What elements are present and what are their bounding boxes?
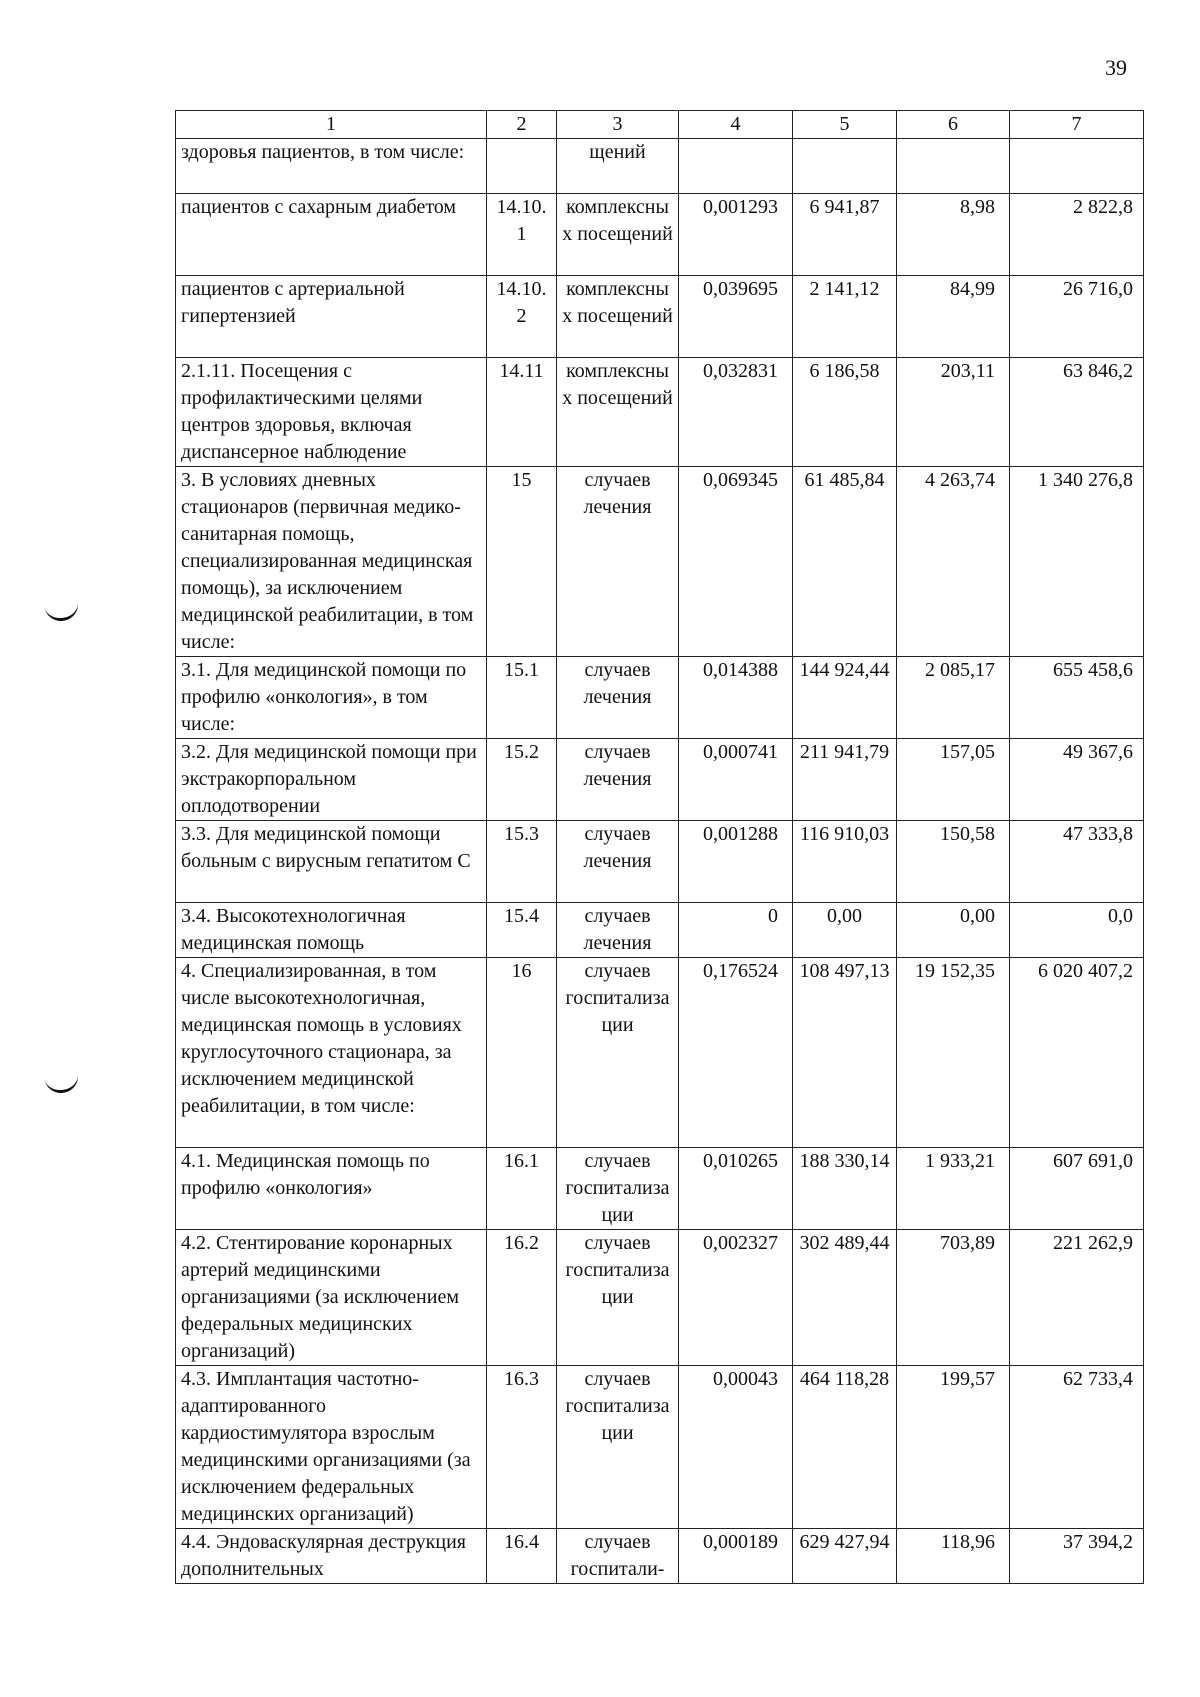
total-cell: 49 367,6: [1010, 739, 1144, 821]
cost-cell: 116 910,03: [793, 821, 897, 903]
cost-cell: [793, 139, 897, 194]
volume-cell: 0,000189: [679, 1529, 793, 1584]
per-capita-cell: 8,98: [897, 194, 1010, 276]
cost-cell: 464 118,28: [793, 1366, 897, 1529]
per-capita-cell: 150,58: [897, 821, 1010, 903]
row-number-cell: 16.2: [487, 1230, 557, 1366]
table-row: [176, 821, 1144, 903]
unit-cell: случаев госпитализации: [557, 1230, 679, 1366]
table-row: [176, 194, 1144, 276]
header-cell: 5: [793, 111, 897, 139]
volume-cell: 0,00043: [679, 1366, 793, 1529]
row-number-cell: 14.11: [487, 358, 557, 467]
data-table-wrapper: [175, 110, 1143, 1584]
row-number-cell: 16.3: [487, 1366, 557, 1529]
total-cell: 63 846,2: [1010, 358, 1144, 467]
volume-cell: 0,001288: [679, 821, 793, 903]
volume-cell: 0,010265: [679, 1148, 793, 1230]
row-number-cell: 15.4: [487, 903, 557, 958]
table-row: [176, 139, 1144, 194]
table-row: [176, 1230, 1144, 1366]
per-capita-cell: 203,11: [897, 358, 1010, 467]
per-capita-cell: 0,00: [897, 903, 1010, 958]
page-number: 39: [1105, 55, 1127, 80]
header-cell: 3: [557, 111, 679, 139]
indicator-cell: 3.2. Для медицинской помощи при экстракорпоральном оплодотворении: [176, 739, 487, 821]
cost-cell: 2 141,12: [793, 276, 897, 358]
volume-cell: 0: [679, 903, 793, 958]
volume-cell: 0,001293: [679, 194, 793, 276]
per-capita-cell: 157,05: [897, 739, 1010, 821]
cost-cell: 6 941,87: [793, 194, 897, 276]
unit-cell: щений: [557, 139, 679, 194]
cost-cell: 6 186,58: [793, 358, 897, 467]
header-cell: 1: [176, 111, 487, 139]
scan-mark: [44, 598, 81, 624]
table-row: [176, 276, 1144, 358]
per-capita-cell: 1 933,21: [897, 1148, 1010, 1230]
unit-cell: случаев госпитализации: [557, 1148, 679, 1230]
unit-cell: случаев лечения: [557, 903, 679, 958]
total-cell: 26 716,0: [1010, 276, 1144, 358]
row-number-cell: 16.4: [487, 1529, 557, 1584]
row-number-cell: 15.2: [487, 739, 557, 821]
indicator-cell: 3.1. Для медицинской помощи по профилю «онкология», в том числе:: [176, 657, 487, 739]
volume-cell: 0,002327: [679, 1230, 793, 1366]
data-table: [175, 110, 1144, 1584]
total-cell: 0,0: [1010, 903, 1144, 958]
volume-cell: [679, 139, 793, 194]
indicator-cell: 4.1. Медицинская помощь по профилю «онкология»: [176, 1148, 487, 1230]
total-cell: 1 340 276,8: [1010, 467, 1144, 657]
total-cell: [1010, 139, 1144, 194]
unit-cell: случаев лечения: [557, 739, 679, 821]
total-cell: 37 394,2: [1010, 1529, 1144, 1584]
table-row: [176, 1366, 1144, 1529]
cost-cell: 302 489,44: [793, 1230, 897, 1366]
row-number-cell: 16.1: [487, 1148, 557, 1230]
table-row: [176, 657, 1144, 739]
volume-cell: 0,032831: [679, 358, 793, 467]
header-cell: 4: [679, 111, 793, 139]
indicator-cell: пациентов с сахарным диабетом: [176, 194, 487, 276]
cost-cell: 0,00: [793, 903, 897, 958]
table-row: [176, 1148, 1144, 1230]
unit-cell: комплексных посещений: [557, 276, 679, 358]
cost-cell: 61 485,84: [793, 467, 897, 657]
table-row: [176, 467, 1144, 657]
row-number-cell: 14.10.2: [487, 276, 557, 358]
unit-cell: случаев госпитали-: [557, 1529, 679, 1584]
table-row: [176, 958, 1144, 1148]
per-capita-cell: 199,57: [897, 1366, 1010, 1529]
row-number-cell: 15.1: [487, 657, 557, 739]
cost-cell: 188 330,14: [793, 1148, 897, 1230]
table-row: [176, 358, 1144, 467]
header-cell: 7: [1010, 111, 1144, 139]
total-cell: 6 020 407,2: [1010, 958, 1144, 1148]
unit-cell: комплексных посещений: [557, 194, 679, 276]
unit-cell: случаев лечения: [557, 821, 679, 903]
volume-cell: 0,014388: [679, 657, 793, 739]
row-number-cell: 16: [487, 958, 557, 1148]
total-cell: 221 262,9: [1010, 1230, 1144, 1366]
volume-cell: 0,000741: [679, 739, 793, 821]
row-number-cell: 15: [487, 467, 557, 657]
unit-cell: случаев лечения: [557, 467, 679, 657]
per-capita-cell: 4 263,74: [897, 467, 1010, 657]
total-cell: 655 458,6: [1010, 657, 1144, 739]
row-number-cell: 14.10.1: [487, 194, 557, 276]
unit-cell: случаев лечения: [557, 657, 679, 739]
scan-mark: [44, 1070, 81, 1096]
table-row: [176, 739, 1144, 821]
volume-cell: 0,176524: [679, 958, 793, 1148]
indicator-cell: 3.4. Высокотехнологичная медицинская помощь: [176, 903, 487, 958]
table-row: [176, 1529, 1144, 1584]
cost-cell: 144 924,44: [793, 657, 897, 739]
indicator-cell: пациентов с артериальной гипертензией: [176, 276, 487, 358]
per-capita-cell: 2 085,17: [897, 657, 1010, 739]
total-cell: 47 333,8: [1010, 821, 1144, 903]
indicator-cell: 3.3. Для медицинской помощи больным с вирусным гепатитом С: [176, 821, 487, 903]
total-cell: 62 733,4: [1010, 1366, 1144, 1529]
row-number-cell: 15.3: [487, 821, 557, 903]
indicator-cell: 4. Специализированная, в том числе высокотехнологичная, медицинская помощь в условиях круглосуточного стационара, за исключением медицинской реабилитации, в том числе:: [176, 958, 487, 1148]
indicator-cell: 3. В условиях дневных стационаров (первичная медико-санитарная помощь, специализированная медицинская помощь), за исключением медицинской реабилитации, в том числе:: [176, 467, 487, 657]
header-cell: 2: [487, 111, 557, 139]
indicator-cell: 4.2. Стентирование коронарных артерий медицинскими организациями (за исключением федеральных медицинских организаций): [176, 1230, 487, 1366]
table-row: [176, 903, 1144, 958]
per-capita-cell: 84,99: [897, 276, 1010, 358]
indicator-cell: 4.3. Имплантация частотно-адаптированного кардиостимулятора взрослым медицинскими организациями (за исключением федеральных медицинских организаций): [176, 1366, 487, 1529]
cost-cell: 629 427,94: [793, 1529, 897, 1584]
unit-cell: случаев госпитализации: [557, 1366, 679, 1529]
header-row: [176, 111, 1144, 139]
unit-cell: комплексных посещений: [557, 358, 679, 467]
cost-cell: 108 497,13: [793, 958, 897, 1148]
total-cell: 607 691,0: [1010, 1148, 1144, 1230]
total-cell: 2 822,8: [1010, 194, 1144, 276]
unit-cell: случаев госпитализации: [557, 958, 679, 1148]
row-number-cell: [487, 139, 557, 194]
per-capita-cell: 118,96: [897, 1529, 1010, 1584]
per-capita-cell: [897, 139, 1010, 194]
volume-cell: 0,039695: [679, 276, 793, 358]
indicator-cell: 4.4. Эндоваскулярная деструкция дополнительных: [176, 1529, 487, 1584]
volume-cell: 0,069345: [679, 467, 793, 657]
per-capita-cell: 703,89: [897, 1230, 1010, 1366]
per-capita-cell: 19 152,35: [897, 958, 1010, 1148]
cost-cell: 211 941,79: [793, 739, 897, 821]
indicator-cell: 2.1.11. Посещения с профилактическими целями центров здоровья, включая диспансерное наблюдение: [176, 358, 487, 467]
indicator-cell: здоровья пациентов, в том числе:: [176, 139, 487, 194]
header-cell: 6: [897, 111, 1010, 139]
